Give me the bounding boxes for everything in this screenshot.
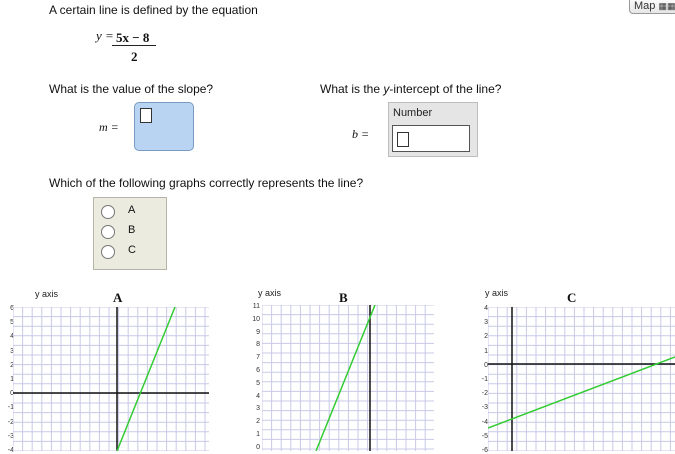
map-button[interactable]: Map ▦▦	[629, 0, 675, 14]
intercept-input[interactable]	[392, 125, 470, 152]
y-tick-label: 5	[256, 379, 260, 387]
y-tick-label: 2	[10, 361, 14, 369]
graph-c-axis-label: y axis	[485, 288, 509, 298]
radio-option-a[interactable]	[101, 205, 115, 219]
graph-a-title: A	[113, 290, 123, 305]
graph-prompt: Which of the following graphs correctly represents the line?	[49, 176, 364, 190]
graph-c-title: C	[567, 290, 577, 305]
intercept-var: b =	[352, 127, 370, 141]
y-tick-label: -1	[481, 376, 488, 383]
y-tick-label: 1	[256, 431, 260, 438]
slope-input[interactable]	[134, 102, 194, 151]
radio-option-c[interactable]	[101, 245, 115, 259]
y-tick-label: 5	[10, 319, 14, 327]
y-tick-label: 4	[256, 392, 260, 400]
y-tick-label: 9	[256, 328, 260, 336]
radio-option-b[interactable]	[101, 225, 115, 239]
graph-c-line	[488, 357, 675, 428]
y-tick-label: 0	[10, 390, 14, 398]
y-tick-label: 1	[484, 347, 488, 355]
y-tick-label: 7	[256, 354, 260, 362]
y-tick-label: 0	[484, 361, 488, 369]
y-tick-label: -5	[481, 432, 488, 440]
graph-c-plot	[488, 307, 675, 451]
y-tick-label: -2	[7, 418, 14, 426]
y-tick-label: 4	[10, 333, 14, 341]
fraction-bar	[112, 45, 156, 46]
graph-b-title: B	[339, 290, 348, 305]
y-tick-label: 6	[10, 305, 14, 312]
question-intro: A certain line is defined by the equation	[49, 3, 258, 17]
y-tick-label: 4	[484, 305, 488, 312]
y-tick-label: -3	[7, 432, 14, 440]
y-tick-label: 3	[256, 405, 260, 413]
graph-a-axis-label: y axis	[35, 289, 59, 299]
y-tick-label: -6	[481, 447, 488, 454]
y-tick-label: 0	[256, 443, 260, 451]
input-cursor	[140, 108, 152, 123]
input-cursor	[397, 132, 409, 147]
graph-a-plot	[13, 307, 209, 451]
y-tick-label: 3	[484, 319, 488, 327]
option-label-a: A	[128, 204, 136, 216]
graph-b-plot	[262, 305, 434, 451]
y-tick-label: 3	[10, 347, 14, 355]
graph-options	[93, 197, 167, 270]
y-tick-label: -2	[481, 390, 488, 398]
intercept-label: Number	[393, 107, 433, 119]
y-tick-label: -4	[7, 447, 14, 454]
map-icon: ▦▦	[658, 1, 675, 11]
graph-b-line	[316, 305, 375, 451]
option-label-b: B	[128, 224, 136, 236]
equation-numerator: 5x − 8	[116, 30, 150, 45]
equation-denominator: 2	[131, 49, 138, 64]
intercept-prompt: What is the y-intercept of the line?	[320, 82, 502, 96]
y-tick-label: -4	[481, 418, 488, 426]
graph-b-axis-label: y axis	[258, 288, 282, 298]
equation-lhs: y =	[96, 28, 114, 43]
y-tick-label: 6	[256, 367, 260, 374]
y-tick-label: 10	[252, 315, 260, 323]
y-tick-label: -3	[481, 404, 488, 412]
y-tick-label: 1	[10, 376, 14, 383]
y-tick-label: 2	[256, 418, 260, 426]
slope-var: m =	[99, 120, 119, 134]
y-tick-label: -1	[7, 404, 14, 412]
y-tick-label: 8	[256, 341, 260, 349]
y-tick-label: 2	[484, 333, 488, 341]
option-label-c: C	[128, 244, 136, 256]
slope-prompt: What is the value of the slope?	[49, 82, 214, 96]
y-tick-label: 11	[252, 303, 260, 310]
